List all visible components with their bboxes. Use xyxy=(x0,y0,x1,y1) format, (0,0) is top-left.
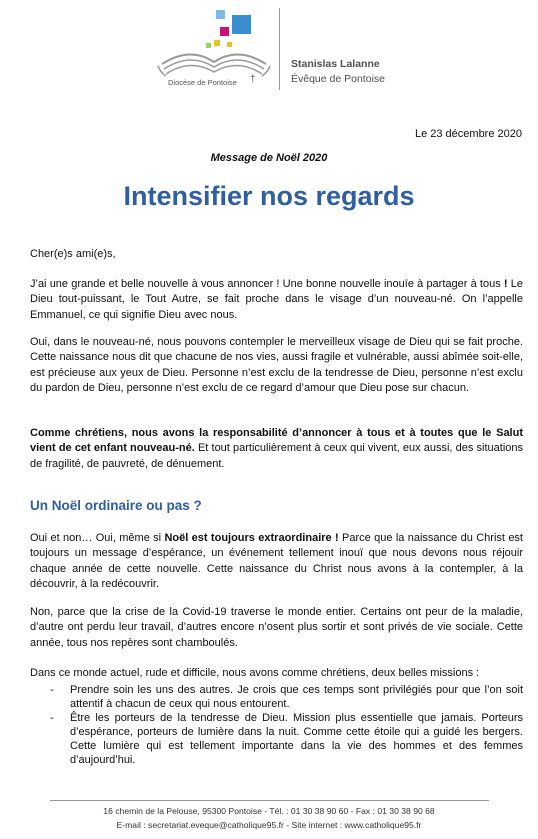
paragraph-3: Comme chrétiens, nous avons la responsabilité d’annoncer à tous et à toutes que le Salut vient de cet enfant nouveau-né. Et tout particulièrement à ceux qui vivent, eux aussi, des situations de fragilité, de pauvreté, de dénuement. xyxy=(30,427,523,470)
bishop-title: Évêque de Pontoise xyxy=(291,73,385,85)
greeting: Cher(e)s ami(e)s, xyxy=(30,248,116,260)
letter-date: Le 23 décembre 2020 xyxy=(414,128,522,140)
footer-divider xyxy=(50,800,489,801)
list-item: - Prendre soin les uns des autres. Je crois que ces temps sont privilégiés pour que l’on soit attentif à chacun de ceux qui nous entourent. xyxy=(50,684,523,710)
header-divider xyxy=(279,8,280,90)
letter-title: Intensifier nos regards xyxy=(123,181,415,211)
diocese-logo xyxy=(150,6,280,92)
paragraph-6: Dans ce monde actuel, rude et difficile, nous avons comme chrétiens, deux belles missions : xyxy=(30,667,480,679)
logo-square-yellow xyxy=(214,40,220,46)
paragraph-5: Non, parce que la crise de la Covid-19 traverse le monde entier. Certains ont peur de la maladie, d’autre ont perdu leur travail, d’autres encore n’osent plus sortir et sont privés de vie sociale. Cette année, tous nos repères sont chamboulés. xyxy=(30,606,523,649)
paragraph-1: J’ai une grande et belle nouvelle à vous annoncer ! Une bonne nouvelle inouïe à partager à tous ! Le Dieu tout-puissant, le Tout Autre, se fait proche dans le visage d’un nouveau-né. On l’appelle Emmanuel, ce qui signifie Dieu avec nous. xyxy=(30,278,523,321)
paragraph-2: Oui, dans le nouveau-né, nous pouvons contempler le merveilleux visage de Dieu qui se fait proche. Cette naissance nous dit que chacune de nos vies, aussi fragile et vulnérable, aussi abîmée soit-elle, est précieuse aux yeux de Dieu. Personne n’est exclu de la tendresse de Dieu, personne n’est exclu du pardon de Dieu, personne n’est exclu de ce regard d’amour que Dieu pose sur chacun. xyxy=(30,336,523,395)
logo-square-yellow-2 xyxy=(227,42,232,47)
logo-square-lightblue xyxy=(216,10,225,19)
logo-square-blue xyxy=(232,15,251,34)
diocese-label: Diocèse de Pontoise xyxy=(168,78,237,87)
logo-square-green xyxy=(206,43,211,48)
cross-icon: † xyxy=(250,74,256,85)
letter-subtitle: Message de Noël 2020 xyxy=(210,152,328,164)
footer-contact: E-mail : secretariat.eveque@catholique95.fr - Site internet : www.catholique95.fr xyxy=(116,820,422,830)
logo-square-magenta xyxy=(220,27,229,36)
section-heading: Un Noël ordinaire ou pas ? xyxy=(30,498,202,513)
missions-list xyxy=(30,683,523,767)
paragraph-4: Oui et non… Oui, même si Noël est toujours extraordinaire ! Parce que la naissance du Christ est toujours un message d’espérance, un événement tellement inouï que nous devons nous réjouir chaque année de cette nouvelle. Cette naissance du Christ nous avons à la contempler, à la découvrir, à la redécouvrir. xyxy=(30,532,523,591)
bishop-name: Stanislas Lalanne xyxy=(291,58,380,70)
list-item: - Être les porteurs de la tendresse de Dieu. Mission plus essentielle que jamais. Porteurs d’espérance, porteurs de lumière dans la nuit. Comme cette étoile qui a guidé les bergers. Cette lumière qui est tellement importante dans la vie des hommes et des femmes d’aujourd’hui. xyxy=(50,712,523,766)
footer-address: 16 chemin de la Pelouse, 95300 Pontoise - Tél. : 01 30 38 90 60 - Fax : 01 30 38 90 68 xyxy=(103,806,435,816)
